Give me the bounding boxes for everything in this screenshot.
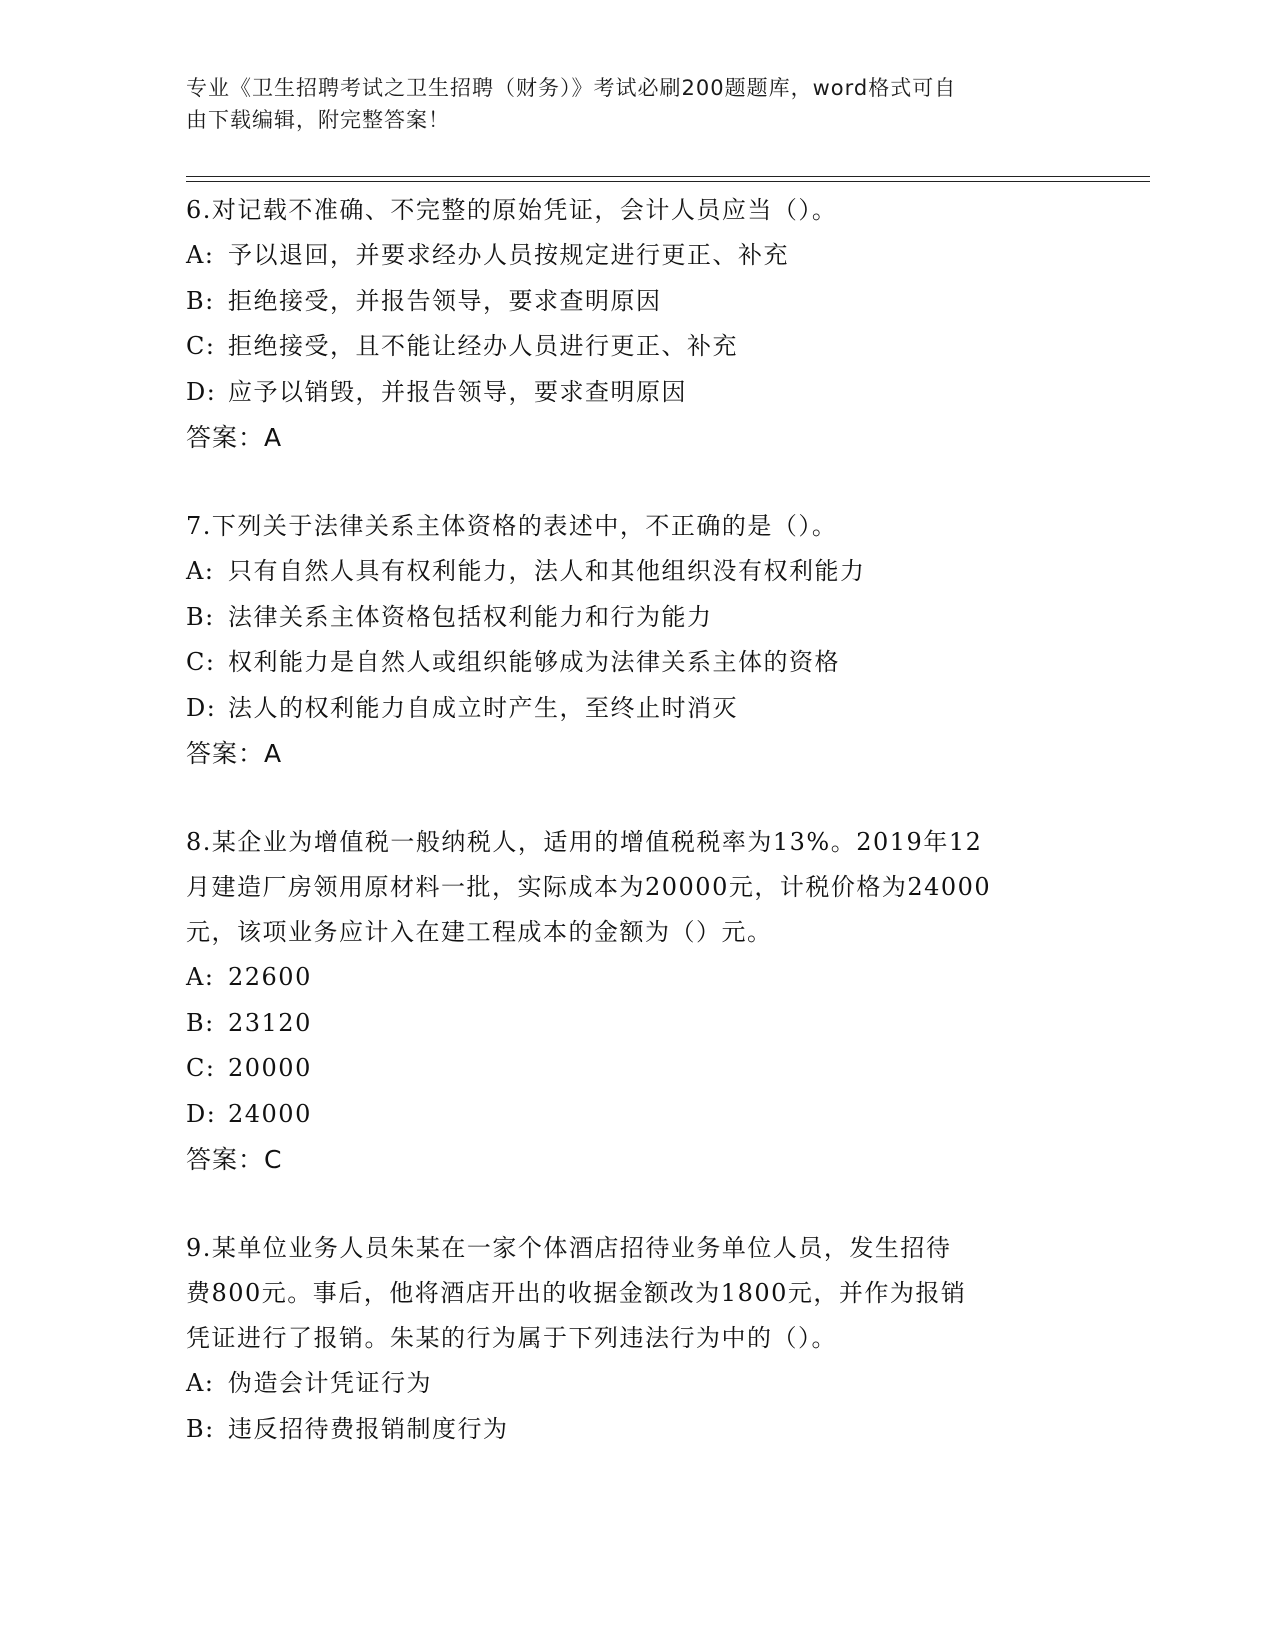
- header-divider-top: [186, 176, 1150, 177]
- question-stem-line: 6.对记载不准确、不完整的原始凭证，会计人员应当（）。: [186, 196, 838, 224]
- option-c: [186, 640, 1086, 686]
- option-b: [186, 595, 1086, 641]
- option-d: [186, 1092, 1086, 1138]
- option-text: 权利能力是自然人或组织能够成为法律关系主体的资格: [228, 648, 840, 676]
- option-key: C:: [186, 1054, 216, 1082]
- option-text: 拒绝接受，且不能让经办人员进行更正、补充: [228, 332, 738, 360]
- option-text: 23120: [228, 1008, 312, 1037]
- header-line-2: 由下载编辑，附完整答案！: [186, 108, 450, 132]
- option-key: C:: [186, 648, 216, 676]
- option-text: 20000: [228, 1054, 312, 1082]
- option-key: D:: [186, 1099, 217, 1128]
- option-text: 应予以销毁，并报告领导，要求查明原因: [228, 377, 687, 406]
- option-c: [186, 1046, 1086, 1092]
- question-stem-line: 7.下列关于法律关系主体资格的表述中，不正确的是（）。: [186, 512, 838, 540]
- question-stem-line: 月建造厂房领用原材料一批，实际成本为20000元，计税价格为24000: [186, 873, 992, 901]
- answer-line: 答案：C: [186, 1145, 283, 1174]
- option-c: [186, 324, 1086, 370]
- question-stem-line: 9.某单位业务人员朱某在一家个体酒店招待业务单位人员，发生招待: [186, 1234, 952, 1262]
- question-stem-line: 8.某企业为增值税一般纳税人，适用的增值税税率为13%。2019年12: [186, 828, 983, 856]
- question-8: [186, 820, 1086, 1183]
- option-key: D:: [186, 693, 217, 722]
- option-key: A:: [186, 963, 215, 991]
- question-6: [186, 188, 1086, 461]
- option-key: B:: [186, 1008, 215, 1037]
- option-text: 予以退回，并要求经办人员按规定进行更正、补充: [228, 241, 789, 269]
- option-key: A:: [186, 1369, 215, 1397]
- option-text: 伪造会计凭证行为: [228, 1369, 432, 1397]
- answer-line: 答案：A: [186, 423, 283, 452]
- option-text: 只有自然人具有权利能力，法人和其他组织没有权利能力: [228, 557, 866, 585]
- option-key: B:: [186, 286, 215, 315]
- header-divider-bottom: [186, 181, 1150, 182]
- option-b: [186, 1001, 1086, 1047]
- option-key: D:: [186, 377, 217, 406]
- option-text: 法律关系主体资格包括权利能力和行为能力: [228, 602, 713, 631]
- document-header: [186, 72, 1066, 136]
- question-9: [186, 1226, 1086, 1452]
- option-key: B:: [186, 602, 215, 631]
- option-key: A:: [186, 241, 215, 269]
- question-stem-line: 费800元。事后，他将酒店开出的收据金额改为1800元，并作为报销: [186, 1279, 967, 1307]
- option-key: B:: [186, 1414, 215, 1443]
- option-a: [186, 1361, 1086, 1407]
- option-d: [186, 370, 1086, 416]
- option-key: C:: [186, 332, 216, 360]
- option-a: [186, 549, 1086, 595]
- option-d: [186, 686, 1086, 732]
- option-b: [186, 279, 1086, 325]
- option-text: 法人的权利能力自成立时产生，至终止时消灭: [228, 693, 738, 722]
- option-text: 拒绝接受，并报告领导，要求查明原因: [228, 286, 662, 315]
- option-b: [186, 1407, 1086, 1453]
- question-stem-line: 凭证进行了报销。朱某的行为属于下列违法行为中的（）。: [186, 1324, 837, 1352]
- option-a: [186, 955, 1086, 1001]
- answer-line: 答案：A: [186, 739, 283, 768]
- header-line-1: 专业《卫生招聘考试之卫生招聘（财务）》考试必刷200题题库，word格式可自: [186, 76, 957, 100]
- option-text: 22600: [228, 963, 312, 991]
- question-stem-line: 元，该项业务应计入在建工程成本的金额为（）元。: [186, 918, 773, 946]
- question-7: [186, 504, 1086, 777]
- option-key: A:: [186, 557, 215, 585]
- option-a: [186, 233, 1086, 279]
- option-text: 违反招待费报销制度行为: [228, 1414, 509, 1443]
- option-text: 24000: [228, 1099, 312, 1128]
